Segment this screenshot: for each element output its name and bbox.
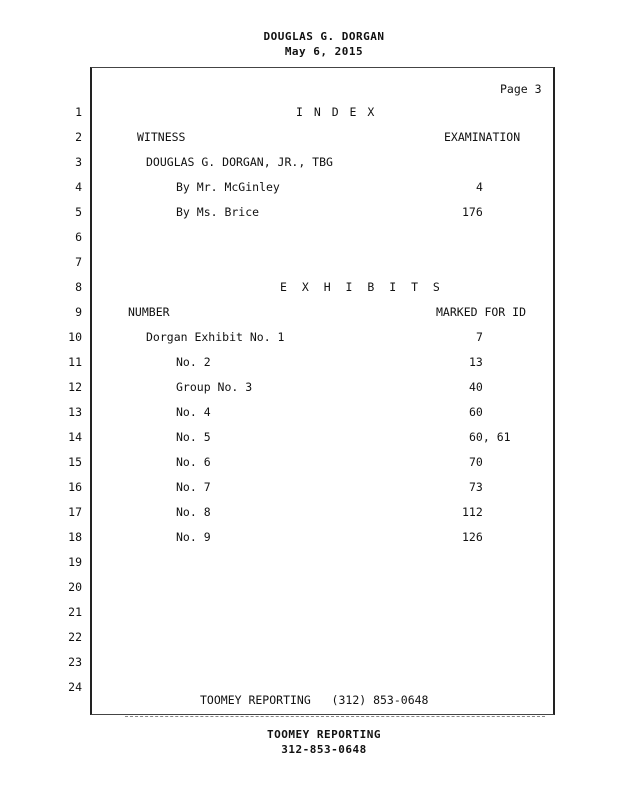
number-column-header: NUMBER — [128, 305, 170, 319]
page-label: Page 3 — [500, 82, 542, 96]
exhibit-page: 13 — [469, 355, 483, 369]
line-number: 5 — [75, 205, 82, 219]
line-number: 11 — [68, 355, 82, 369]
index-title: I N D E X — [296, 105, 377, 119]
examination-page: 4 — [476, 180, 483, 194]
line-number: 24 — [68, 680, 82, 694]
line-number: 15 — [68, 455, 82, 469]
exhibit-page: 112 — [462, 505, 483, 519]
deposition-date-header: May 6, 2015 — [284, 45, 364, 58]
exhibit-label: No. 2 — [176, 355, 211, 369]
examination-by: By Ms. Brice — [176, 205, 260, 219]
exhibit-label: No. 8 — [176, 505, 211, 519]
line-number: 18 — [68, 530, 82, 544]
line-number: 7 — [75, 255, 82, 269]
line-number: 22 — [68, 630, 82, 644]
line-number: 19 — [68, 555, 82, 569]
marked-for-id-column-header: MARKED FOR ID — [436, 305, 527, 319]
exhibit-page: 73 — [469, 480, 483, 494]
exhibit-label: No. 5 — [176, 430, 211, 444]
exhibit-page: 70 — [469, 455, 483, 469]
line-number: 10 — [68, 330, 82, 344]
exhibit-label: No. 4 — [176, 405, 211, 419]
line-number: 14 — [68, 430, 82, 444]
line-number: 2 — [75, 130, 82, 144]
exhibit-page: 60 — [469, 405, 483, 419]
exhibit-label: No. 9 — [176, 530, 211, 544]
deposition-witness-header: DOUGLAS G. DORGAN — [263, 30, 385, 43]
exhibit-page: 60, 61 — [469, 430, 511, 444]
exhibit-label: No. 6 — [176, 455, 211, 469]
frame-footer: TOOMEY REPORTING (312) 853-0648 — [200, 693, 429, 707]
reporter-company-footer: TOOMEY REPORTING — [267, 728, 381, 741]
line-number: 1 — [75, 105, 82, 119]
line-number: 6 — [75, 230, 82, 244]
line-number: 23 — [68, 655, 82, 669]
witness-column-header: WITNESS — [137, 130, 186, 144]
exhibit-label: Dorgan Exhibit No. 1 — [146, 330, 285, 344]
line-number: 3 — [75, 155, 82, 169]
line-number: 12 — [68, 380, 82, 394]
exhibit-page: 40 — [469, 380, 483, 394]
line-number: 16 — [68, 480, 82, 494]
line-number: 13 — [68, 405, 82, 419]
line-number: 4 — [75, 180, 82, 194]
line-number: 8 — [75, 280, 82, 294]
exhibits-title: E X H I B I T S — [280, 280, 444, 294]
scan-artifact-line — [125, 716, 545, 717]
examination-by: By Mr. McGinley — [176, 180, 280, 194]
exhibit-page: 126 — [462, 530, 483, 544]
examination-page: 176 — [462, 205, 483, 219]
exhibit-label: No. 7 — [176, 480, 211, 494]
exhibit-label: Group No. 3 — [176, 380, 253, 394]
line-number: 9 — [75, 305, 82, 319]
line-number: 20 — [68, 580, 82, 594]
witness-name: DOUGLAS G. DORGAN, JR., TBG — [146, 155, 333, 169]
line-number: 21 — [68, 605, 82, 619]
reporter-phone-footer: 312-853-0648 — [281, 743, 367, 756]
examination-column-header: EXAMINATION — [444, 130, 521, 144]
exhibit-page: 7 — [476, 330, 483, 344]
line-number: 17 — [68, 505, 82, 519]
